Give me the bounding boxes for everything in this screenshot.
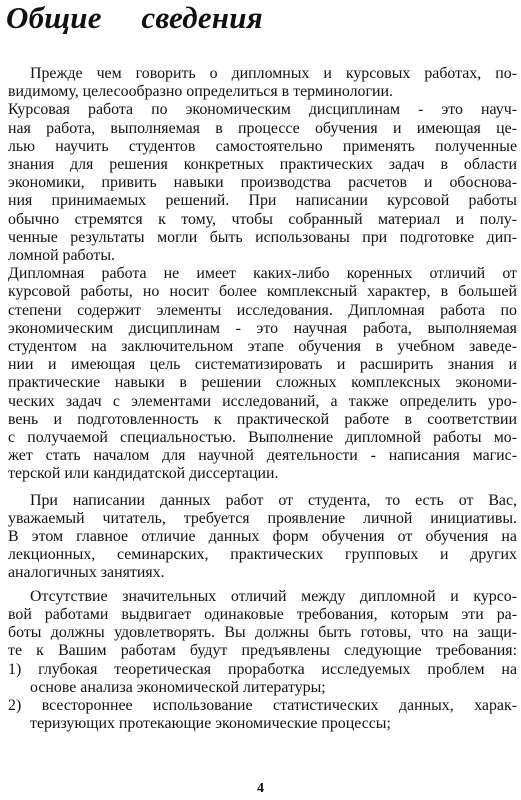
text-line: степени содержит элементы исследования. Дипломная работа по: [8, 301, 517, 319]
text-line: нии и имеющая цель систематизировать и расширить знания и: [8, 356, 517, 374]
paragraph-thesis: [8, 265, 517, 483]
text-line: экономическим дисциплинам - это научная работа, выполняемая: [8, 319, 517, 337]
paragraph-coursework: [8, 101, 517, 265]
text-line: с получаемой специальностью. Выполнение дипломной работы мо-: [8, 429, 517, 447]
text-line: уважаемый читатель, требуется проявление личной инициативы.: [8, 509, 517, 527]
text-line: те к Вашим работам будут предъявлены следующие требования:: [8, 642, 517, 660]
text-line: ломной работы.: [8, 247, 115, 265]
list-item: [8, 697, 517, 733]
document-body: [8, 65, 517, 733]
list-item-line: 1) глубокая теоретическая проработка исследуемых проблем на: [8, 660, 517, 678]
text-line: Дипломная работа не имеет каких-либо коренных отличий от: [8, 265, 517, 283]
text-line: боты должны удовлетворять. Вы должны быть готовы, что на защи-: [8, 624, 517, 642]
text-line: лью научить студентов самостоятельно применять полученные: [8, 137, 517, 155]
text-line: ная работа, выполняемая в процессе обучения и имеющая це-: [8, 119, 517, 137]
text-line: студентом на заключительном этапе обучения в учебном заведе-: [8, 338, 517, 356]
text-line: ния принимаемых решений. При написании курсовой работы: [8, 192, 517, 210]
text-line: лекционных, семинарских, практических групповых и других: [8, 546, 517, 564]
text-line: терской или кандидатской диссертации.: [8, 465, 279, 483]
list-item: [8, 661, 517, 697]
text-line: При написании данных работ от студента, то есть от Вас,: [30, 491, 517, 509]
page-number: 4: [257, 781, 264, 796]
text-line: вень и подготовленность к практической работе в соответствии: [8, 410, 517, 428]
text-line: видимому, целесообразно определиться в терминологии.: [8, 83, 393, 101]
text-line: ческих задач с элементами исследований, а также определить уро-: [8, 392, 517, 410]
text-line: жет стать началом для научной деятельности - написания магис-: [8, 447, 517, 465]
paragraph-requirements: [8, 588, 517, 661]
text-line: В этом главное отличие данных форм обучения от обучения на: [8, 528, 517, 546]
text-line: экономики, привить навыки производства расчетов и обоснова-: [8, 174, 517, 192]
paragraph-initiative: [8, 492, 517, 583]
text-line: курсовой работы, но носит более комплексный характер, в большей: [8, 283, 517, 301]
text-line: вой работами выдвигает одинаковые требования, которым эти ра-: [8, 605, 517, 623]
text-line: обычно стремятся к тому, чтобы собранный материал и полу-: [8, 210, 517, 228]
text-line: знания для решения конкретных практических задач в области: [8, 156, 517, 174]
paragraph-intro: [8, 65, 517, 101]
requirements-list: [8, 661, 517, 734]
list-item-line: теризующих протекающие экономические процессы;: [30, 715, 391, 733]
text-line: аналогичных занятиях.: [8, 564, 165, 582]
list-item-line: основе анализа экономической литературы;: [30, 678, 326, 696]
page-title: Общие сведения: [6, 0, 263, 35]
text-line: ченные результаты могли быть использованы при подготовке дип-: [8, 228, 517, 246]
text-line: Курсовая работа по экономическим дисциплинам - это науч-: [8, 101, 517, 119]
paragraph-spacer: [8, 484, 517, 492]
text-line: Прежде чем говорить о дипломных и курсовых работах, по-: [30, 65, 517, 82]
list-item-line: 2) всестороннее использование статистических данных, харак-: [8, 696, 517, 714]
text-line: практические навыки в решении сложных комплексных экономи-: [8, 374, 517, 392]
text-line: Отсутствие значительных отличий между дипломной и курсо-: [30, 587, 517, 605]
